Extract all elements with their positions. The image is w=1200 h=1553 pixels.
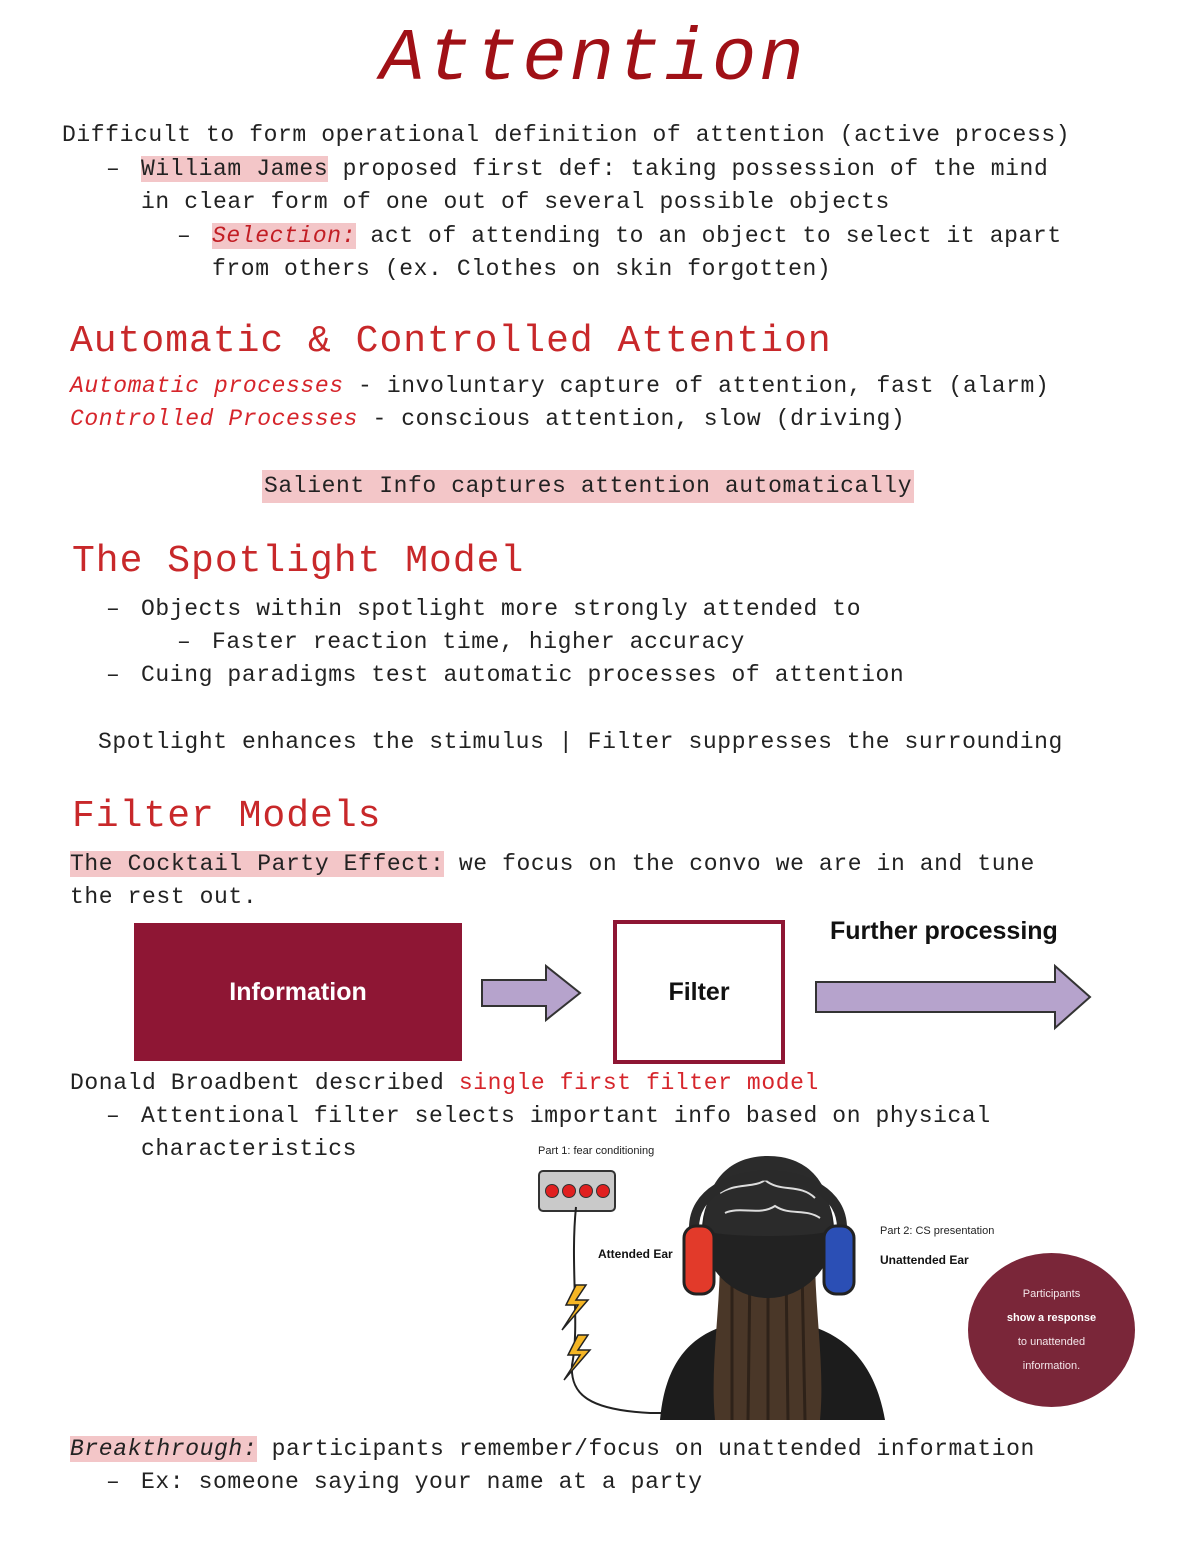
intro-line: Difficult to form operational definition of attention (active process)	[62, 122, 1071, 148]
spotlight-bullet-1: Objects within spotlight more strongly attended to	[141, 596, 862, 622]
led-icon	[545, 1184, 559, 1198]
bullet-dash: –	[106, 596, 121, 622]
bullet-dash: –	[106, 662, 121, 688]
highlight-cocktail: The Cocktail Party Effect:	[70, 851, 445, 877]
controlled-term: Controlled Processes	[70, 406, 359, 432]
broadbent-line	[70, 1067, 819, 1100]
spotlight-sub-bullet: Faster reaction time, higher accuracy	[212, 629, 745, 655]
bullet-continuation: in clear form of one out of several possible objects	[141, 189, 890, 215]
broadbent-model: single first filter model	[458, 1070, 819, 1096]
broadbent-text: Donald Broadbent described	[70, 1070, 459, 1096]
page-title: Attention	[380, 18, 807, 102]
heading-spotlight: The Spotlight Model	[72, 540, 525, 583]
led-icon	[596, 1184, 610, 1198]
information-label: Information	[229, 977, 367, 1006]
further-processing-label: Further processing	[830, 917, 1058, 945]
long-arrow-icon	[812, 962, 1094, 1032]
automatic-line	[70, 370, 1049, 403]
highlight-william-james: William James	[141, 156, 329, 182]
bullet-text: proposed first def: taking possession of the mind	[328, 156, 1049, 182]
bullet-dash: –	[106, 1469, 121, 1495]
filter-label: Filter	[668, 977, 730, 1006]
bullet-dash: –	[106, 156, 121, 182]
led-icon	[579, 1184, 593, 1198]
broadbent-bullet: Attentional filter selects important info based on physical	[141, 1103, 991, 1129]
cocktail-line	[70, 848, 1035, 881]
bullet-dash: –	[106, 1103, 121, 1129]
spotlight-bullet-2: Cuing paradigms test automatic processes of attention	[141, 662, 905, 688]
broadbent-bullet-continuation: characteristics	[141, 1136, 358, 1162]
part2-label: Part 2: CS presentation	[880, 1225, 995, 1237]
sub-bullet-selection	[212, 220, 1062, 253]
controlled-line	[70, 403, 905, 436]
controlled-text: - conscious attention, slow (driving)	[358, 406, 906, 432]
cocktail-text: we focus on the convo we are in and tune	[444, 851, 1035, 877]
breakthrough-line	[70, 1433, 1035, 1466]
heading-automatic-controlled: Automatic & Controlled Attention	[70, 320, 832, 363]
information-box	[134, 923, 462, 1061]
circle-text-1: Participants	[1022, 1288, 1081, 1300]
circle-text-2: show a response	[1006, 1312, 1097, 1324]
sub-bullet-dash: –	[177, 223, 192, 249]
salient-callout: Salient Info captures attention automatically	[262, 470, 914, 503]
heading-filter-models: Filter Models	[72, 795, 382, 838]
part1-label: Part 1: fear conditioning	[538, 1145, 655, 1157]
circle-text-3: to unattended	[1017, 1336, 1086, 1348]
sub-bullet-continuation: from others (ex. Clothes on skin forgotten)	[212, 256, 832, 282]
bullet-william-james	[141, 153, 1048, 186]
automatic-text: - involuntary capture of attention, fast (alarm)	[343, 373, 1050, 399]
breakthrough-text: participants remember/focus on unattended information	[257, 1436, 1035, 1462]
highlight-breakthrough: Breakthrough:	[70, 1436, 258, 1462]
sub-bullet-text: act of attending to an object to select it apart	[356, 223, 1062, 249]
cocktail-continuation: the rest out.	[70, 884, 258, 910]
breakthrough-example: Ex: someone saying your name at a party	[141, 1469, 703, 1495]
led-icon	[562, 1184, 576, 1198]
spotlight-filter-compare: Spotlight enhances the stimulus | Filter suppresses the surrounding	[98, 729, 1063, 755]
unattended-ear-label: Unattended Ear	[880, 1253, 969, 1267]
attended-ear-label: Attended Ear	[598, 1247, 673, 1261]
circle-text-4: information.	[1022, 1360, 1081, 1372]
automatic-term: Automatic processes	[70, 373, 344, 399]
filter-box	[613, 920, 785, 1064]
response-circle	[968, 1253, 1135, 1407]
highlight-selection: Selection:	[212, 223, 357, 249]
arrow-icon	[478, 962, 584, 1024]
participant-headphones-icon	[640, 1138, 892, 1420]
sub-bullet-dash: –	[177, 629, 192, 655]
